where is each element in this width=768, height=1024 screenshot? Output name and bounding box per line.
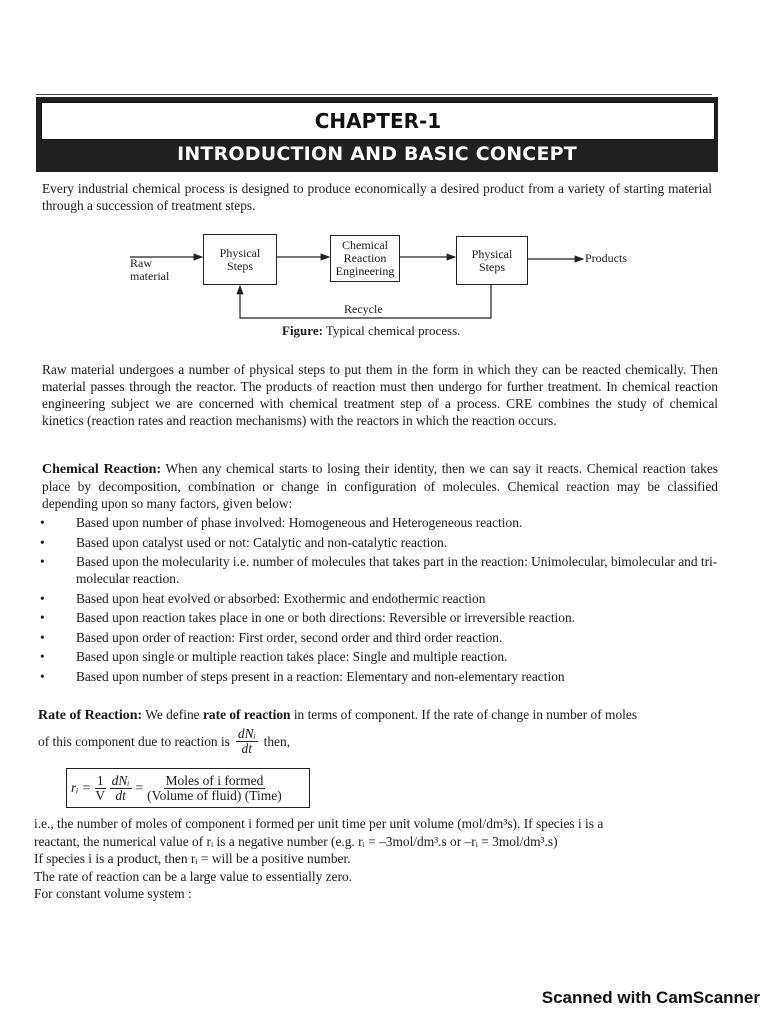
classification-bullet bbox=[40, 648, 718, 665]
bullet-dot: • bbox=[40, 554, 45, 569]
figure-caption: Figure: Typical chemical process. bbox=[282, 323, 461, 338]
rate-line-3: If species i is a product, then rᵢ = will be a positive number. bbox=[34, 851, 351, 866]
bullet-dot: • bbox=[40, 610, 45, 625]
classification-bullet bbox=[40, 629, 718, 646]
chapter-title: INTRODUCTION AND BASIC CONCEPT bbox=[177, 143, 577, 165]
products-label: Products bbox=[585, 251, 627, 265]
bullet-dot: • bbox=[40, 629, 45, 645]
bullet-text: Based upon the molecularity i.e. number of molecules that takes part in the reaction: Unimolecular, bimolecular and tri-molecular reaction. bbox=[76, 554, 718, 586]
reaction-classification-list bbox=[40, 514, 718, 687]
rate-line-2: reactant, the numerical value of rᵢ is a negative number (e.g. rᵢ = –3mol/dm³.s or –rᵢ = 3mol/dm³.s) bbox=[34, 833, 558, 849]
dn-dt-fraction: $\frac{\text{dNᵢ}}{dt}$ bbox=[237, 726, 256, 756]
bullet-dot: • bbox=[40, 590, 45, 606]
classification-bullet bbox=[40, 534, 718, 551]
bullet-dot: • bbox=[40, 668, 45, 684]
bullet-text: Based upon number of phase involved: Homogeneous and Heterogeneous reaction. bbox=[76, 515, 523, 530]
bullet-text: Based upon reaction takes place in one or both directions: Reversible or irreversible reaction. bbox=[76, 610, 575, 625]
classification-bullet bbox=[40, 590, 718, 607]
bullet-dot: • bbox=[40, 515, 45, 530]
chapter-number: CHAPTER-1 bbox=[41, 102, 715, 140]
rate-line-5: For constant volume system : bbox=[34, 886, 192, 901]
bullet-text: Based upon heat evolved or absorbed: Exothermic and endothermic reaction bbox=[76, 590, 486, 606]
rate-explanation bbox=[34, 815, 724, 903]
chemical-reaction-engineering-box: Chemical Reaction Engineering bbox=[330, 235, 400, 282]
bullet-text: Based upon number of steps present in a reaction: Elementary and non-elementary reaction bbox=[76, 668, 565, 684]
intro-paragraph: Every industrial chemical process is designed to produce economically a desired product from a variety of starting material through a succession of treatment steps. bbox=[42, 181, 712, 213]
rate-of-reaction-line-1: Rate of Reaction: We define rate of reaction in terms of component. If the rate of change in number of moles bbox=[38, 707, 638, 723]
classification-bullet bbox=[40, 668, 718, 685]
rate-formula-box: rᵢ = $\frac{1}{V}$ $\frac{\text{dNᵢ}}{dt}$ = $\frac{\text{Moles of i formed}}{\text{(Volume of fluid) (Time)}}$ bbox=[66, 768, 310, 808]
rate-of-reaction-line-2: of this component due to reaction is $\frac{\text{dNᵢ}}{dt}$ then, bbox=[38, 726, 291, 756]
physical-steps-box-1: Physical Steps bbox=[203, 234, 277, 285]
classification-bullet bbox=[40, 514, 718, 531]
bullet-text: Based upon order of reaction: First order, second order and third order reaction. bbox=[76, 629, 503, 645]
rate-line-4: The rate of reaction can be a large value to essentially zero. bbox=[34, 868, 352, 884]
paragraph-2: Raw material undergoes a number of physical steps to put them in the form in which they can be reacted chemically. Then material passes through the reactor. The products of reaction must then undergo for further treatment. In chemical reaction engineering subject we are concerned with chemical treatment step of a process. CRE combines the study of chemical kinetics (reaction rates and reaction mechanisms) with the reactors in which the reaction occurs. bbox=[42, 362, 718, 428]
classification-bullet bbox=[40, 609, 718, 626]
camscanner-watermark: Scanned with CamScanner bbox=[541, 988, 760, 1007]
bullet-text: Based upon single or multiple reaction takes place: Single and multiple reaction. bbox=[76, 649, 508, 664]
raw-material-label: Raw material bbox=[130, 256, 170, 283]
recycle-label: Recycle bbox=[344, 302, 383, 316]
classification-bullet bbox=[40, 553, 718, 587]
bullet-dot: • bbox=[40, 534, 45, 550]
chemical-reaction-paragraph: Chemical Reaction: When any chemical starts to losing their identity, then we can say it reacts. Chemical reaction takes place by decomposition, combination or change in configuration of molecules. Chemical reaction may be classified depending upon so many factors, given below: bbox=[42, 461, 718, 511]
rate-line-1: i.e., the number of moles of component i formed per unit time per unit volume (mol/dm³s). If species i is a bbox=[34, 816, 604, 831]
process-diagram-lines bbox=[0, 0, 768, 340]
bullet-dot: • bbox=[40, 649, 45, 664]
bullet-text: Based upon catalyst used or not: Catalytic and non-catalytic reaction. bbox=[76, 534, 448, 550]
physical-steps-box-2: Physical Steps bbox=[456, 236, 528, 285]
